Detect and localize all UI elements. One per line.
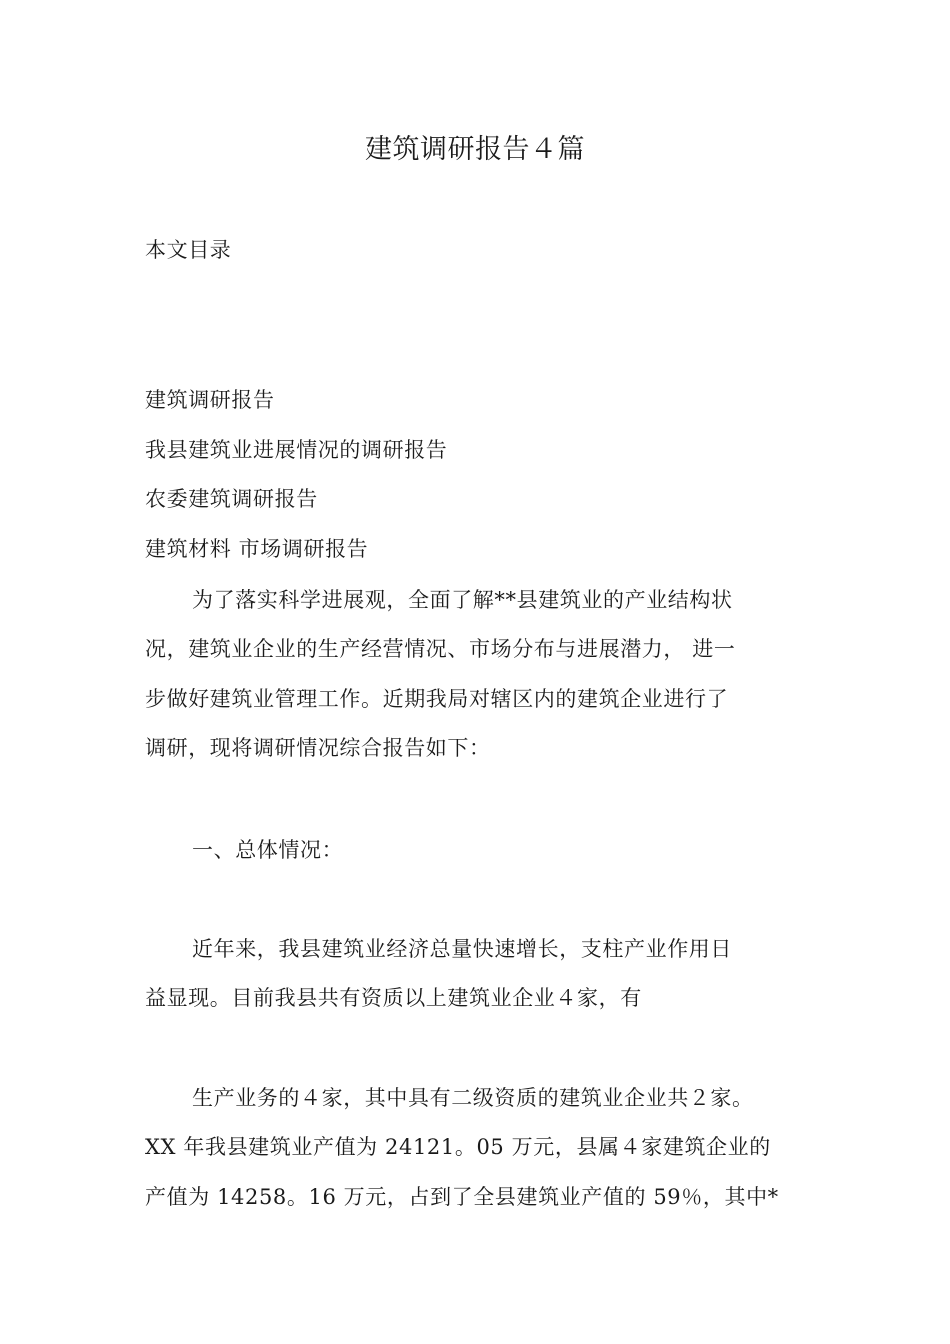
toc-item-2: 我县建筑业进展情况的调研报告: [145, 438, 448, 462]
para1-line-1: 近年来，我县建筑业经济总量快速增长，支柱产业作用日: [192, 937, 732, 961]
toc-item-3: 农委建筑调研报告: [145, 487, 318, 511]
document-title: 建筑调研报告４篇: [365, 134, 585, 165]
intro-line-1: 为了落实科学进展观，全面了解**县建筑业的产业结构状: [192, 588, 733, 612]
toc-heading: 本文目录: [145, 238, 232, 262]
section-heading: 一、总体情况：: [192, 838, 344, 862]
intro-line-2: 况，建筑业企业的生产经营情况、市场分布与进展潜力， 进一: [145, 637, 736, 661]
para2-line-2: XX 年我县建筑业产值为 24121。05 万元，县属４家建筑企业的: [145, 1135, 771, 1159]
para2-line-1: 生产业务的４家，其中具有二级资质的建筑业企业共２家。: [192, 1086, 754, 1110]
intro-line-3: 步做好建筑业管理工作。近期我局对辖区内的建筑企业进行了: [145, 687, 729, 711]
para2-line-3: 产值为 14258。16 万元，占到了全县建筑业产值的 59％，其中*: [145, 1185, 779, 1209]
para1-line-2: 益显现。目前我县共有资质以上建筑业企业４家，有: [145, 986, 642, 1010]
intro-line-4: 调研，现将调研情况综合报告如下：: [145, 736, 491, 760]
toc-item-1: 建筑调研报告: [145, 388, 275, 412]
toc-item-4: 建筑材料 市场调研报告: [145, 537, 369, 561]
